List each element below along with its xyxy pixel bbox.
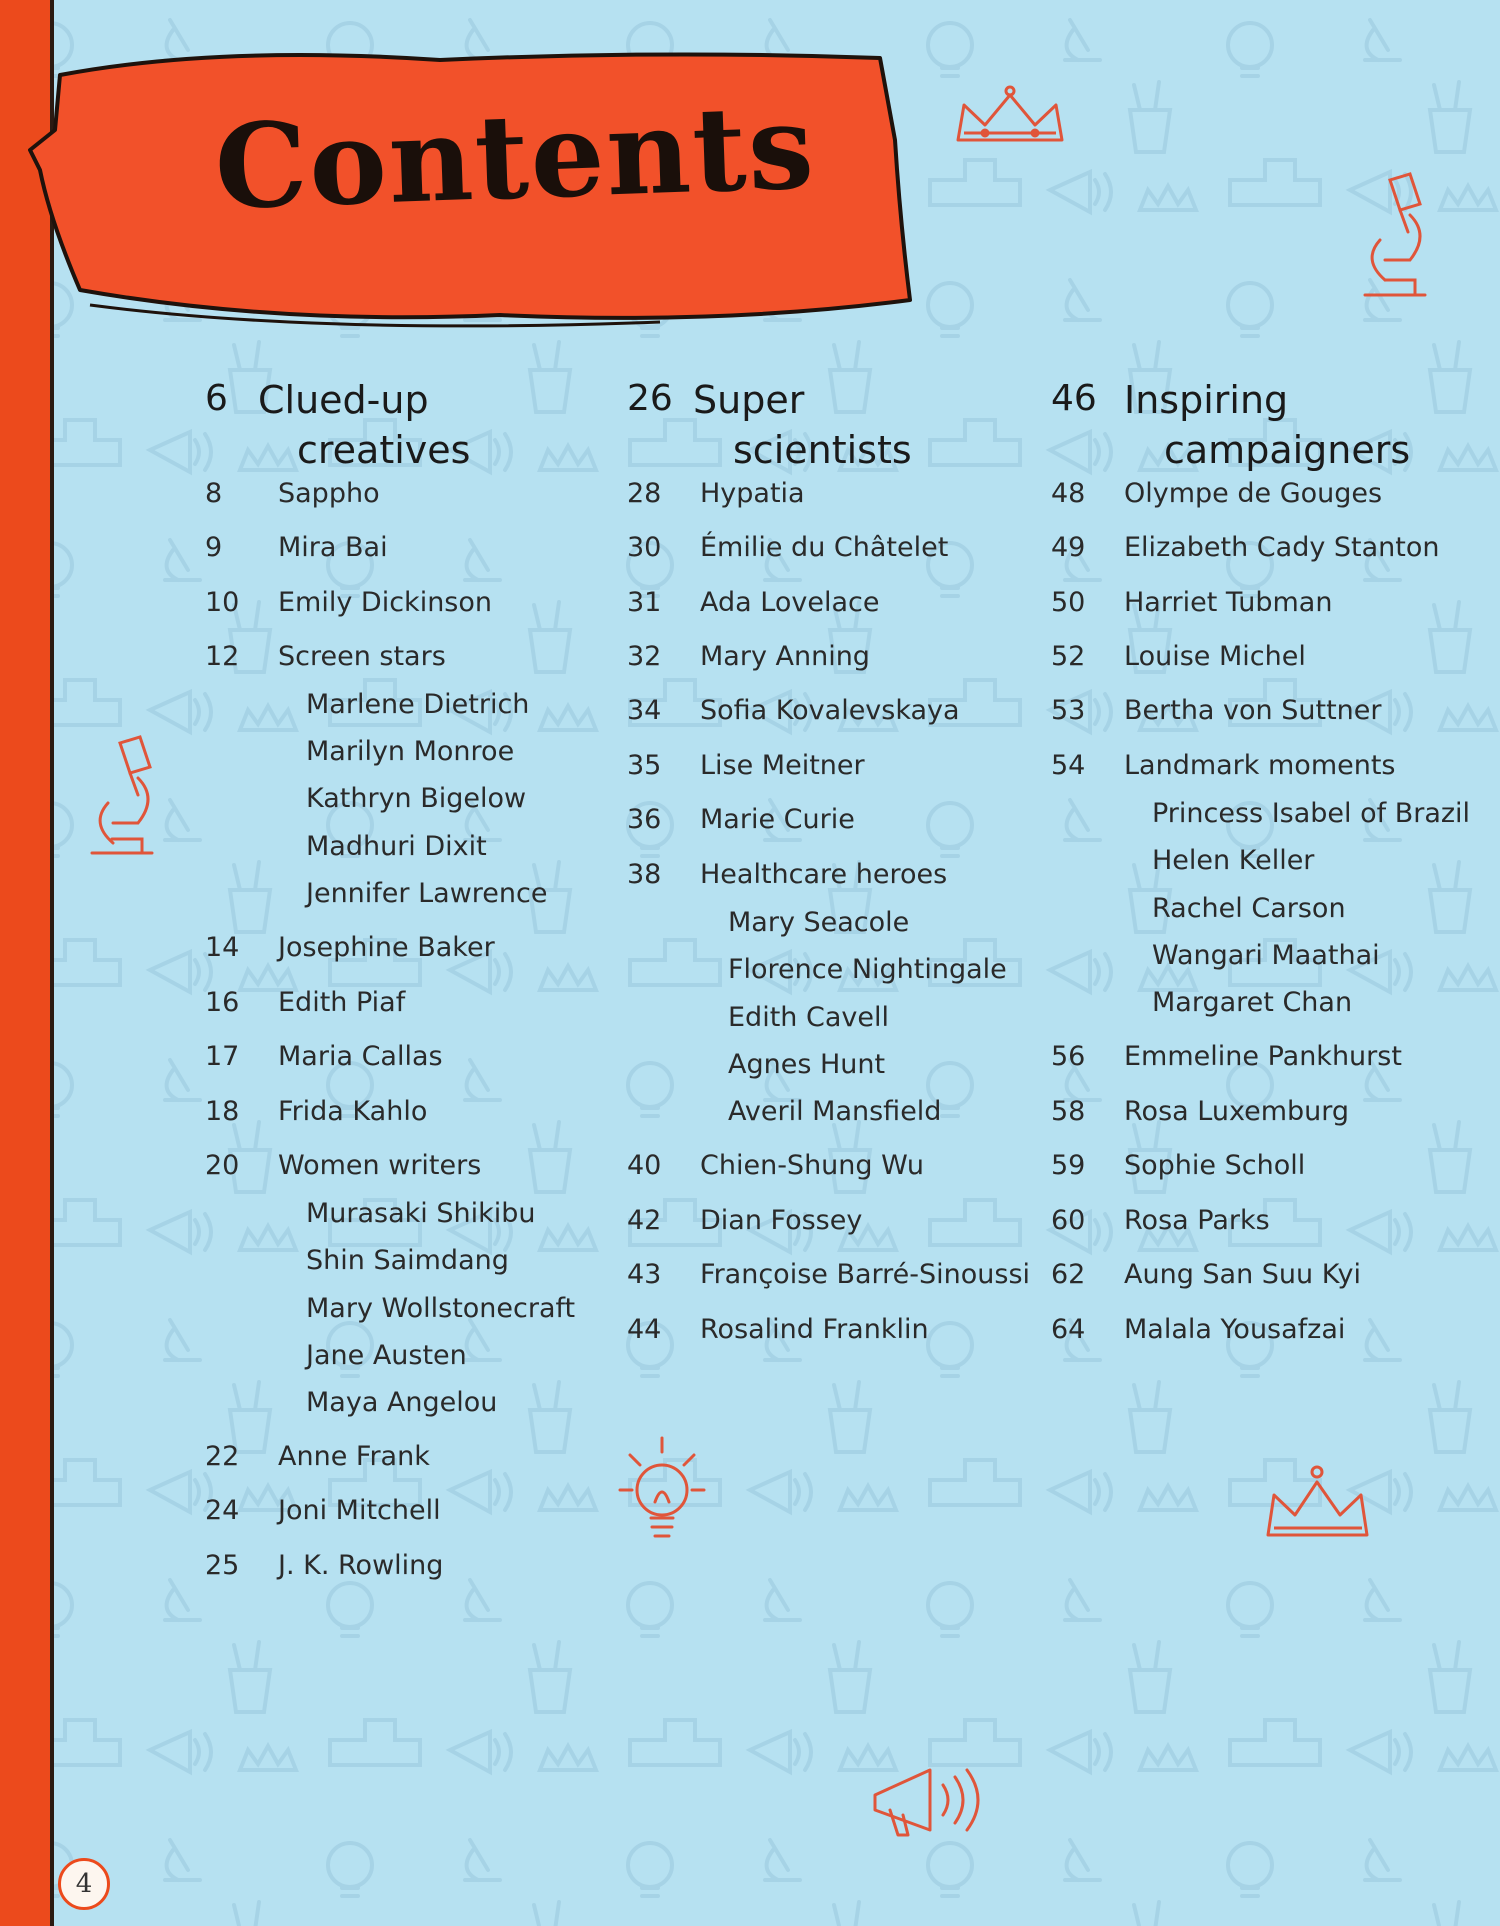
entry-name: Chien-Shung Wu: [700, 1150, 924, 1181]
page-number: 4: [58, 1858, 110, 1910]
entry-page: 17: [205, 1041, 240, 1072]
entry-page: 25: [205, 1550, 240, 1581]
entry-page: 16: [205, 987, 240, 1018]
entry-page: 9: [205, 532, 223, 563]
toc-subentry[interactable]: Helen Keller: [1152, 845, 1315, 876]
entry-name: Screen stars: [278, 641, 446, 672]
section-page-number: 26: [627, 378, 673, 419]
entry-page: 10: [205, 587, 240, 618]
entry-page: 54: [1051, 750, 1086, 781]
lightbulb-icon: [615, 1430, 710, 1560]
section-title-line1: Super: [693, 378, 805, 422]
entry-page: 12: [205, 641, 240, 672]
entry-name: Maria Callas: [278, 1041, 443, 1072]
entry-name: Françoise Barré-Sinoussi: [700, 1259, 1031, 1290]
toc-subentry[interactable]: Florence Nightingale: [728, 954, 1007, 985]
toc-subentry[interactable]: Marlene Dietrich: [306, 689, 530, 720]
entry-page: 60: [1051, 1205, 1086, 1236]
entry-page: 18: [205, 1096, 240, 1127]
entry-name: Emmeline Pankhurst: [1124, 1041, 1402, 1072]
entry-page: 36: [627, 804, 662, 835]
section-title-line2: creatives: [297, 428, 471, 472]
entry-page: 40: [627, 1150, 662, 1181]
microscope-icon: [1355, 170, 1435, 305]
toc-subentry[interactable]: Madhuri Dixit: [306, 831, 487, 862]
toc-subentry[interactable]: Averil Mansfield: [728, 1096, 942, 1127]
section-heading: [627, 378, 1027, 478]
toc-subentry[interactable]: Mary Wollstonecraft: [306, 1293, 576, 1324]
entry-name: Harriet Tubman: [1124, 587, 1333, 618]
entry-name: Anne Frank: [278, 1441, 430, 1472]
entry-name: Ada Lovelace: [700, 587, 880, 618]
entry-name: Elizabeth Cady Stanton: [1124, 532, 1440, 563]
crown-icon: [1260, 1460, 1375, 1545]
toc-subentry[interactable]: Edith Cavell: [728, 1002, 889, 1033]
section-title-line1: Clued-up: [258, 378, 429, 422]
entry-name: Hypatia: [700, 478, 805, 509]
entry-name: Sophie Scholl: [1124, 1150, 1306, 1181]
entry-name: Malala Yousafzai: [1124, 1314, 1346, 1345]
entry-name: Landmark moments: [1124, 750, 1396, 781]
microscope-icon: [80, 735, 165, 860]
entry-name: Lise Meitner: [700, 750, 865, 781]
entry-name: Aung San Suu Kyi: [1124, 1259, 1361, 1290]
entry-name: Émilie du Châtelet: [700, 532, 949, 563]
entry-name: Joni Mitchell: [278, 1495, 441, 1526]
entry-page: 58: [1051, 1096, 1086, 1127]
entry-page: 56: [1051, 1041, 1086, 1072]
entry-name: Rosa Parks: [1124, 1205, 1270, 1236]
section-heading: [1051, 378, 1491, 478]
entry-page: 31: [627, 587, 662, 618]
entry-page: 42: [627, 1205, 662, 1236]
entry-page: 44: [627, 1314, 662, 1345]
toc-subentry[interactable]: Shin Saimdang: [306, 1245, 509, 1276]
entry-name: Healthcare heroes: [700, 859, 948, 890]
section-heading: [205, 378, 585, 478]
toc-subentry[interactable]: Murasaki Shikibu: [306, 1198, 536, 1229]
entry-name: Olympe de Gouges: [1124, 478, 1383, 509]
toc-subentry[interactable]: Maya Angelou: [306, 1387, 498, 1418]
toc-subentry[interactable]: Jennifer Lawrence: [306, 878, 548, 909]
toc-subentry[interactable]: Princess Isabel of Brazil: [1152, 798, 1471, 829]
section-title-line1: Inspiring: [1124, 378, 1289, 422]
section-page-number: 6: [205, 378, 228, 419]
entry-name: Rosa Luxemburg: [1124, 1096, 1350, 1127]
entry-name: Mary Anning: [700, 641, 870, 672]
section-title-line2: campaigners: [1164, 428, 1411, 472]
section-scientists: [627, 378, 1031, 1345]
entry-page: 38: [627, 859, 662, 890]
entry-name: J. K. Rowling: [278, 1550, 444, 1581]
entry-page: 28: [627, 478, 662, 509]
entry-name: Josephine Baker: [278, 932, 495, 963]
entry-page: 14: [205, 932, 240, 963]
entry-page: 22: [205, 1441, 240, 1472]
entry-page: 30: [627, 532, 662, 563]
entry-page: 34: [627, 695, 662, 726]
entry-name: Rosalind Franklin: [700, 1314, 929, 1345]
toc-subentry[interactable]: Rachel Carson: [1152, 893, 1346, 924]
entry-page: 64: [1051, 1314, 1086, 1345]
toc-subentry[interactable]: Agnes Hunt: [728, 1049, 886, 1080]
section-campaigners: [1051, 378, 1491, 1345]
entry-page: 20: [205, 1150, 240, 1181]
entry-page: 59: [1051, 1150, 1086, 1181]
megaphone-icon: [865, 1755, 990, 1840]
toc-subentry[interactable]: Wangari Maathai: [1152, 940, 1380, 971]
entry-name: Frida Kahlo: [278, 1096, 428, 1127]
crown-icon: [950, 85, 1070, 150]
entry-name: Women writers: [278, 1150, 482, 1181]
entry-page: 62: [1051, 1259, 1086, 1290]
entry-name: Sappho: [278, 478, 380, 509]
entry-page: 32: [627, 641, 662, 672]
entry-page: 48: [1051, 478, 1086, 509]
toc-subentry[interactable]: Jane Austen: [306, 1340, 467, 1371]
section-creatives: [205, 378, 585, 1581]
entry-name: Mira Bai: [278, 532, 388, 563]
entry-name: Louise Michel: [1124, 641, 1306, 672]
entry-name: Emily Dickinson: [278, 587, 493, 618]
entry-page: 50: [1051, 587, 1086, 618]
entry-name: Bertha von Suttner: [1124, 695, 1382, 726]
entry-page: 49: [1051, 532, 1086, 563]
entry-name: Sofia Kovalevskaya: [700, 695, 960, 726]
entry-name: Dian Fossey: [700, 1205, 863, 1236]
section-page-number: 46: [1051, 378, 1097, 419]
section-title-line2: scientists: [733, 428, 912, 472]
entry-name: Edith Piaf: [278, 987, 406, 1018]
entry-name: Marie Curie: [700, 804, 855, 835]
toc-subentry[interactable]: Margaret Chan: [1152, 987, 1353, 1018]
entry-page: 52: [1051, 641, 1086, 672]
entry-page: 24: [205, 1495, 240, 1526]
entry-page: 43: [627, 1259, 662, 1290]
toc-subentry[interactable]: Kathryn Bigelow: [306, 783, 527, 814]
entry-page: 35: [627, 750, 662, 781]
toc-subentry[interactable]: Mary Seacole: [728, 907, 910, 938]
entry-page: 8: [205, 478, 223, 509]
entry-page: 53: [1051, 695, 1086, 726]
toc-subentry[interactable]: Marilyn Monroe: [306, 736, 515, 767]
page-title: Contents: [212, 79, 818, 236]
